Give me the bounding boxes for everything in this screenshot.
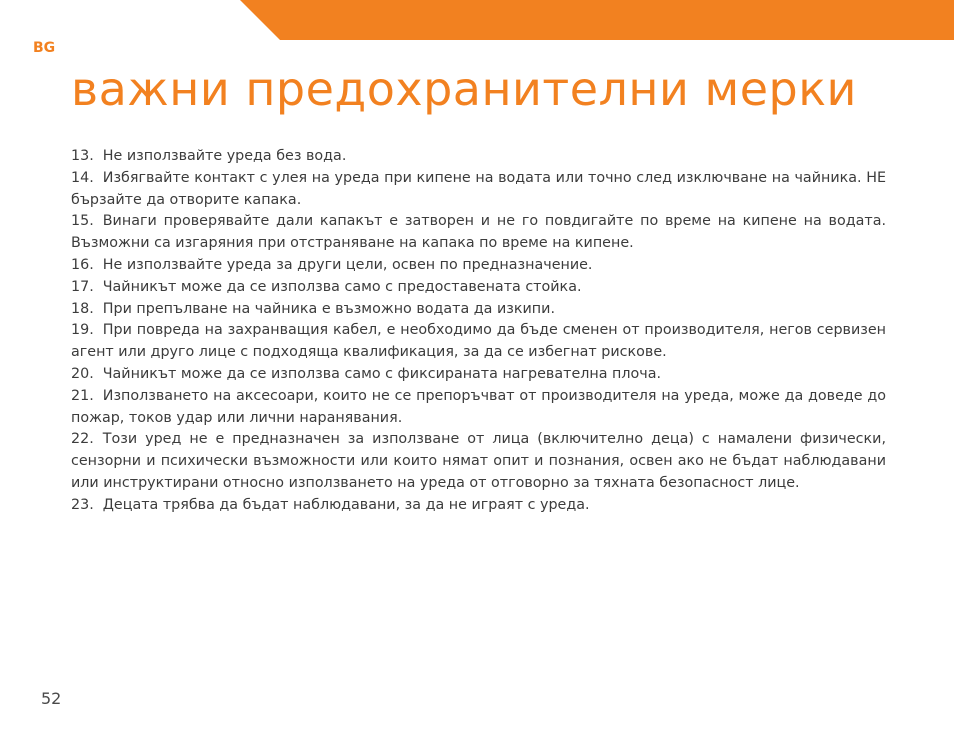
item-number: 22. [71,431,94,448]
language-code: BG [33,40,56,56]
list-item [71,168,886,212]
item-number: 19. [71,322,94,339]
item-number: 17. [71,278,94,295]
list-item [71,211,886,255]
item-number: 14. [71,169,94,186]
list-item [71,320,886,364]
list-item [71,277,886,299]
item-text: Използването на аксесоари, които не се препоръчват от производителя на уреда, може да доведе до пожар, токов удар или лични наранявания. [71,387,886,426]
list-item [71,146,886,168]
item-text: При повреда на захранващия кабел, е необходимо да бъде сменен от производителя, негов сервизен агент или друго лице с подходяща квалификация, за да се избегнат рискове. [71,322,886,361]
item-text: Не използвайте уреда за други цели, освен по предназначение. [102,256,593,273]
item-text: Избягвайте контакт с улея на уреда при кипене на водата или точно след изключване на чайника. НЕ бързайте да отворите капака. [71,169,886,208]
item-number: 16. [71,256,94,273]
page-title: важни предохранителни мерки [71,62,857,116]
item-number: 21. [71,387,94,404]
item-number: 15. [71,213,94,230]
list-item [71,495,886,517]
item-text: Не използвайте уреда без вода. [102,148,347,164]
item-text: Чайникът може да се използва само с предоставената стойка. [102,278,582,295]
item-number: 13. [71,148,94,164]
page-number: 52 [41,689,62,708]
list-item [71,429,886,494]
item-text: Винаги проверявайте дали капакът е затворен и не го повдигайте по време на кипене на водата. Възможни са изгаряния при отстраняване на капака по време на кипене. [71,213,886,252]
list-item [71,386,886,430]
item-text: При препълване на чайника е възможно водата да изкипи. [102,300,555,317]
list-item [71,299,886,321]
item-text: Децата трябва да бъдат наблюдавани, за да не играят с уреда. [102,496,590,513]
item-number: 23. [71,496,94,513]
item-text: Чайникът може да се използва само с фиксираната нагревателна плоча. [102,365,662,382]
item-text: Този уред не е предназначен за използване от лица (включително деца) с намалени физически, сензорни и психически възможности или които нямат опит и познания, освен ако не бъдат наблюдавани или инструктирани относно използването на уреда от отговорно за тяхната безопасност лице. [71,431,886,491]
item-number: 18. [71,300,94,317]
header-accent-band [0,0,954,40]
list-item [71,255,886,277]
item-number: 20. [71,365,94,382]
safety-instructions-list [71,146,886,517]
list-item [71,364,886,386]
